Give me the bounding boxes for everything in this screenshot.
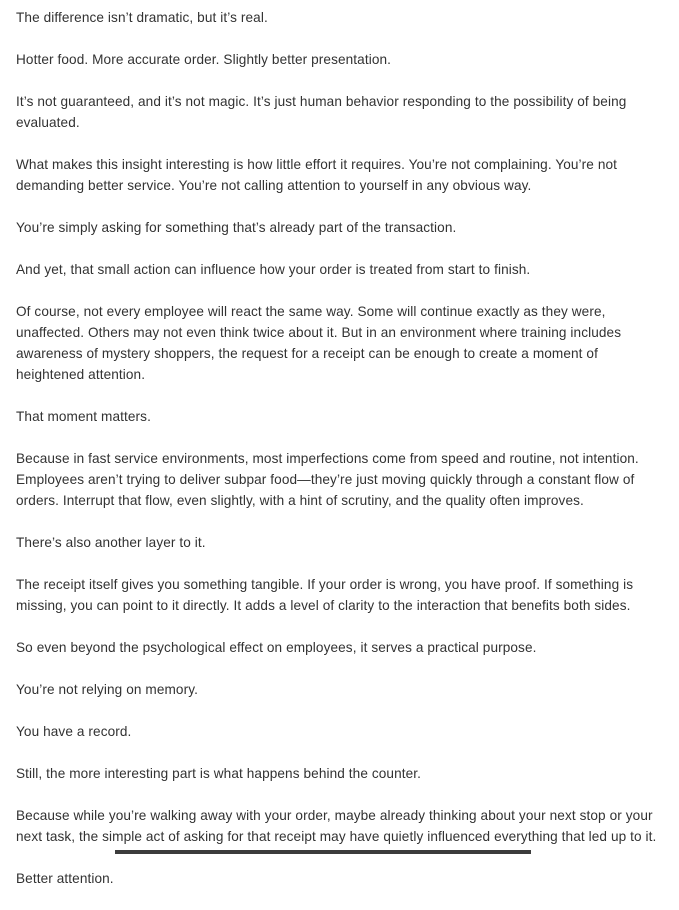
paragraph: Better attention. [16,871,114,886]
paragraph: There’s also another layer to it. [16,535,206,550]
paragraph: Because while you’re walking away with your order, maybe already thinking about your next stop or your next task, the simple act of asking for that receipt may have quietly influenced everything that led up to it. [16,808,657,844]
paragraph: Still, the more interesting part is what happens behind the counter. [16,766,422,781]
paragraph: You have a record. [16,724,132,739]
paragraph: Hotter food. More accurate order. Slightly better presentation. [16,52,392,67]
paragraph: It’s not guaranteed, and it’s not magic. It’s just human behavior responding to the possibility of being evaluated. [16,94,627,130]
paragraph: You’re simply asking for something that’s already part of the transaction. [16,220,457,235]
paragraph: So even beyond the psychological effect on employees, it serves a practical purpose. [16,640,537,655]
paragraph: What makes this insight interesting is how little effort it requires. You’re not complaining. You’re not demanding better service. You’re not calling attention to yourself in any obvious way. [16,157,618,193]
paragraph: You’re not relying on memory. [16,682,198,697]
paragraph: Because in fast service environments, most imperfections come from speed and routine, not intention. Employees aren’t trying to deliver subpar food—they’re just moving quickly through a constant flow of orders. Interrupt that flow, even slightly, with a hint of scrutiny, and the quality often improves. [16,451,639,508]
paragraph: The difference isn’t dramatic, but it’s real. [16,10,268,25]
paragraph: That moment matters. [16,409,151,424]
paragraph: Of course, not every employee will react the same way. Some will continue exactly as they were, unaffected. Others may not even think twice about it. But in an environment where training includes awareness of mystery shoppers, the request for a receipt can be enough to create a moment of heightened attention. [16,304,622,382]
paragraph: The receipt itself gives you something tangible. If your order is wrong, you have proof. If something is missing, you can point to it directly. It adds a level of clarity to the interaction that benefits both sides. [16,577,634,613]
paragraph: And yet, that small action can influence how your order is treated from start to finish. [16,262,531,277]
article-body [16,7,662,910]
page-bottom-divider [115,850,531,854]
